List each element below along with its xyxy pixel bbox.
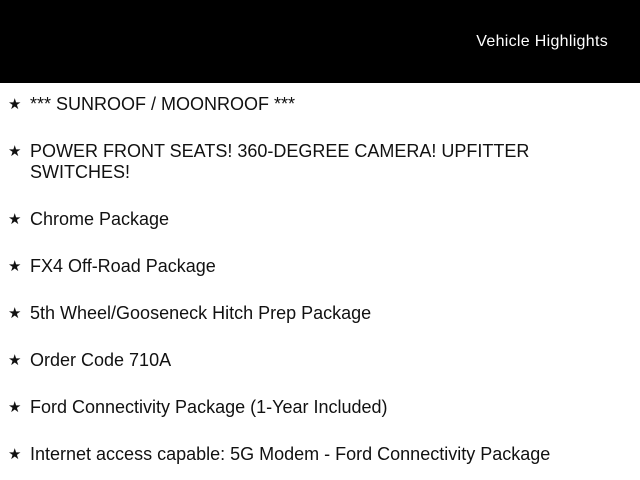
list-item: [8, 397, 600, 418]
panel-header: [0, 0, 640, 83]
highlight-item-text: Internet access capable: 5G Modem - Ford Connectivity Package: [30, 444, 551, 464]
list-item: [8, 350, 600, 371]
star-bullet-icon: ★: [8, 258, 22, 275]
highlight-item-text: POWER FRONT SEATS! 360-DEGREE CAMERA! UPFITTER SWITCHES!: [30, 141, 530, 182]
highlight-item-text: 5th Wheel/Gooseneck Hitch Prep Package: [30, 303, 372, 323]
star-bullet-icon: ★: [8, 211, 22, 228]
highlight-item-text: Chrome Package: [30, 209, 170, 229]
list-item: [8, 94, 600, 115]
highlights-list: [8, 94, 600, 465]
panel-title: Vehicle Highlights: [476, 32, 608, 50]
star-bullet-icon: ★: [8, 446, 22, 463]
list-item: [8, 209, 600, 230]
highlights-body: [0, 83, 640, 480]
list-item: [8, 256, 600, 277]
star-bullet-icon: ★: [8, 352, 22, 369]
list-item: [8, 303, 600, 324]
star-bullet-icon: ★: [8, 143, 22, 160]
highlight-item-text: Ford Connectivity Package (1-Year Included): [30, 397, 388, 417]
highlight-item-text: FX4 Off-Road Package: [30, 256, 216, 276]
star-bullet-icon: ★: [8, 305, 22, 322]
star-bullet-icon: ★: [8, 399, 22, 416]
star-bullet-icon: ★: [8, 96, 22, 113]
highlight-item-text: Order Code 710A: [30, 350, 172, 370]
list-item: [8, 444, 600, 465]
list-item: [8, 141, 600, 183]
highlight-item-text: *** SUNROOF / MOONROOF ***: [30, 94, 296, 114]
